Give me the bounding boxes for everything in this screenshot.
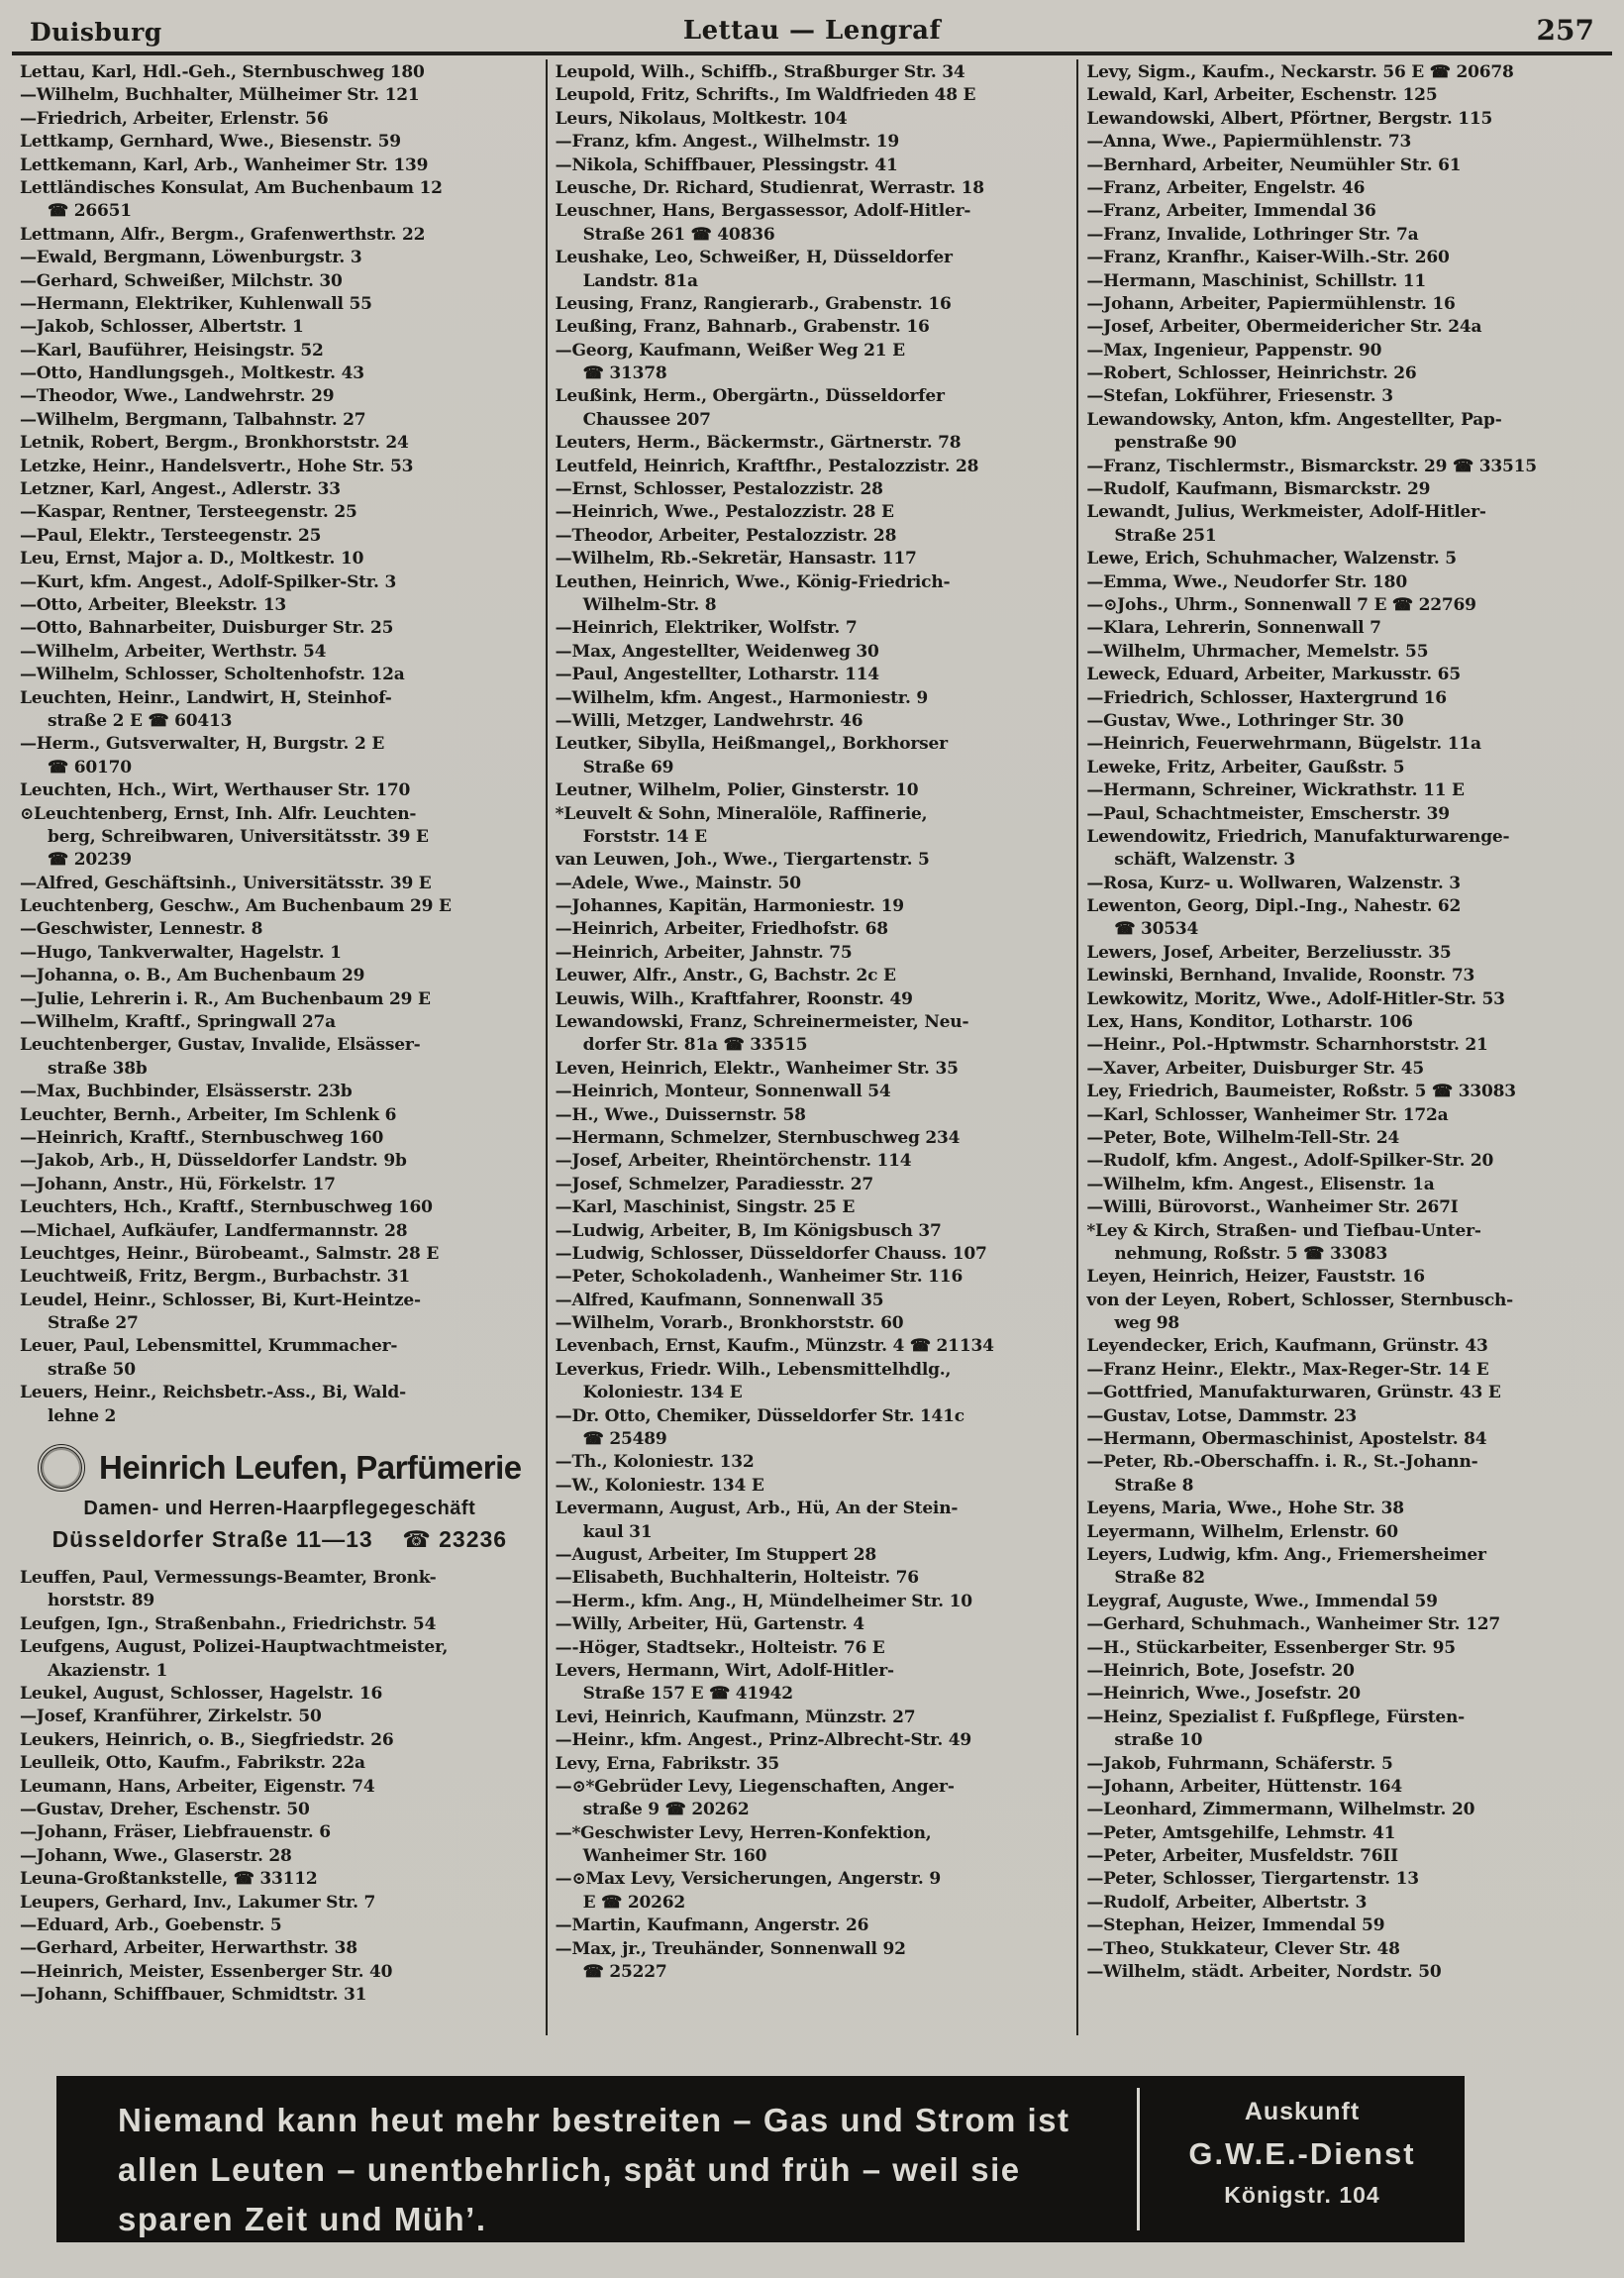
directory-line: straße 38b (48, 1058, 148, 1079)
directory-line: —Heinrich, Feuerwehrmann, Bügelstr. 11a (1086, 734, 1481, 755)
ad-info-address: Königstr. 104 (1224, 2182, 1380, 2208)
directory-line: —Stefan, Lokführer, Friesenstr. 3 (1086, 386, 1393, 407)
directory-line: —Franz, Tischlermstr., Bismarckstr. 29 ☎ 33515 (1086, 456, 1537, 476)
directory-line: Lewandt, Julius, Werkmeister, Adolf-Hitler- (1086, 502, 1486, 523)
directory-line: Leuwis, Wilh., Kraftfahrer, Roonstr. 49 (555, 988, 913, 1009)
directory-line: —-Höger, Stadtsekr., Holteistr. 76 E (555, 1637, 885, 1658)
directory-line: Leuchtenberg, Geschw., Am Buchenbaum 29 E (20, 896, 452, 917)
ad-slogans (118, 2096, 1123, 2244)
ad-address: Düsseldorfer Straße 11—13 (51, 1526, 373, 1553)
directory-line: Lewald, Karl, Arbeiter, Eschenstr. 125 (1086, 85, 1438, 106)
directory-line: ☎ 26651 (48, 201, 132, 222)
directory-line: E ☎ 20262 (582, 1892, 685, 1913)
directory-line: Landstr. 81a (582, 270, 698, 291)
directory-line: Forststr. 14 E (582, 826, 707, 847)
directory-line: —Ludwig, Arbeiter, B, Im Königsbusch 37 (555, 1220, 942, 1241)
directory-line: —Otto, Bahnarbeiter, Duisburger Str. 25 (20, 618, 394, 639)
directory-line: Leuchten, Heinr., Landwirt, H, Steinhof- (20, 687, 392, 708)
directory-line: —Martin, Kaufmann, Angerstr. 26 (555, 1916, 869, 1936)
directory-line: Leuters, Herm., Bäckermstr., Gärtnerstr. 78 (555, 433, 962, 454)
directory-line: dorfer Str. 81a ☎ 33515 (582, 1035, 808, 1056)
directory-line: von der Leyen, Robert, Schlosser, Sternbusch- (1086, 1290, 1514, 1310)
directory-line: straße 9 ☎ 20262 (582, 1800, 750, 1820)
directory-line: Lewandowski, Albert, Pförtner, Bergstr. 115 (1086, 108, 1493, 129)
directory-line: Leuchtges, Heinr., Bürobeamt., Salmstr. 28 E (20, 1243, 440, 1264)
directory-line: —Franz, Arbeiter, Engelstr. 46 (1086, 177, 1366, 198)
directory-line: Leuchtweiß, Fritz, Bergm., Burbachstr. 31 (20, 1267, 411, 1288)
directory-line: —Johann, Fräser, Liebfrauenstr. 6 (20, 1822, 331, 1843)
directory-line: —Peter, Schlosser, Tiergartenstr. 13 (1086, 1869, 1419, 1890)
directory-line: —Emma, Wwe., Neudorfer Str. 180 (1086, 571, 1407, 592)
directory-line: —Johannes, Kapitän, Harmoniestr. 19 (555, 896, 904, 917)
header-name-range: Lettau — Lengraf (682, 16, 942, 46)
directory-line: Leuer, Paul, Lebensmittel, Krummacher- (20, 1336, 398, 1357)
directory-line: ☎ 25489 (582, 1429, 667, 1450)
directory-line: Akazienstr. 1 (48, 1660, 168, 1681)
directory-line: straße 50 (48, 1359, 136, 1380)
directory-line: ☎ 30534 (1114, 919, 1199, 940)
directory-line: —Rudolf, Kaufmann, Bismarckstr. 29 (1086, 479, 1431, 500)
ad-slogan-line: sparen Zeit und Müh’. (118, 2201, 487, 2237)
directory-line: —Otto, Arbeiter, Bleekstr. 13 (20, 594, 286, 615)
directory-line: Straße 251 (1114, 525, 1217, 546)
column-3-entries (1086, 61, 1606, 1984)
directory-line: —Heinrich, Meister, Essenberger Str. 40 (20, 1961, 393, 1982)
directory-line: —⊙Johs., Uhrm., Sonnenwall 7 E ☎ 22769 (1086, 594, 1476, 615)
directory-line: —Michael, Aufkäufer, Landfermannstr. 28 (20, 1220, 408, 1241)
directory-line: —Franz Heinr., Elektr., Max-Reger-Str. 14 E (1086, 1359, 1489, 1380)
directory-line: —Peter, Bote, Wilhelm-Tell-Str. 24 (1086, 1127, 1400, 1148)
directory-line: —Bernhard, Arbeiter, Neumühler Str. 61 (1086, 155, 1462, 175)
directory-line: *Leuvelt & Sohn, Mineralöle, Raffinerie, (555, 803, 928, 824)
directory-line: —Johanna, o. B., Am Buchenbaum 29 (20, 966, 365, 986)
directory-line: Levenbach, Ernst, Kaufm., Münzstr. 4 ☎ 21134 (555, 1336, 994, 1357)
directory-line: Leyendecker, Erich, Kaufmann, Grünstr. 43 (1086, 1336, 1488, 1357)
directory-line: —Kurt, kfm. Angest., Adolf-Spilker-Str. 3 (20, 571, 397, 592)
directory-line: Wanheimer Str. 160 (582, 1846, 767, 1867)
directory-line: Leven, Heinrich, Elektr., Wanheimer Str. 35 (555, 1058, 959, 1079)
directory-line: —Ludwig, Schlosser, Düsseldorfer Chauss. 107 (555, 1243, 987, 1264)
directory-line: —H., Stückarbeiter, Essenberger Str. 95 (1086, 1637, 1456, 1658)
directory-line: Leutker, Sibylla, Heißmangel,, Borkhorser (555, 734, 948, 755)
directory-line: Straße 8 (1114, 1475, 1194, 1496)
directory-line: —W., Koloniestr. 134 E (555, 1475, 764, 1496)
directory-line: —Peter, Amtsgehilfe, Lehmstr. 41 (1086, 1822, 1396, 1843)
ad-info-title: Auskunft (1244, 2098, 1361, 2125)
directory-line: —Friedrich, Arbeiter, Erlenstr. 56 (20, 108, 329, 129)
directory-line: Levermann, August, Arb., Hü, An der Stein- (555, 1499, 959, 1519)
directory-line: —Johann, Arbeiter, Hüttenstr. 164 (1086, 1776, 1403, 1797)
directory-line: —Wilhelm, Schlosser, Scholtenhofstr. 12a (20, 665, 405, 685)
directory-line: Lewe, Erich, Schuhmacher, Walzenstr. 5 (1086, 549, 1457, 570)
directory-line: Leulleik, Otto, Kaufm., Fabrikstr. 22a (20, 1753, 365, 1774)
directory-line: —Heinrich, Wwe., Josefstr. 20 (1086, 1684, 1361, 1705)
directory-line: —Leonhard, Zimmermann, Wilhelmstr. 20 (1086, 1800, 1475, 1820)
directory-line: —Heinz, Spezialist f. Fußpflege, Fürsten- (1086, 1707, 1466, 1727)
directory-line: —Heinr., kfm. Angest., Prinz-Albrecht-Str. 49 (555, 1730, 972, 1751)
directory-line: —Franz, Arbeiter, Immendal 36 (1086, 201, 1376, 222)
directory-line: Leutfeld, Heinrich, Kraftfhr., Pestalozzistr. 28 (555, 456, 979, 476)
directory-line: Leupold, Fritz, Schrifts., Im Waldfrieden 48 E (555, 85, 976, 106)
directory-line: —Paul, Elektr., Tersteegenstr. 25 (20, 525, 322, 546)
wreath-icon (38, 1444, 85, 1492)
directory-line: —Willi, Bürovorst., Wanheimer Str. 267I (1086, 1197, 1459, 1218)
directory-line: —Rudolf, kfm. Angest., Adolf-Spilker-Str. 20 (1086, 1151, 1494, 1172)
directory-line: —*Geschwister Levy, Herren-Konfektion, (555, 1822, 932, 1843)
directory-line: Straße 69 (582, 757, 674, 777)
directory-line: —Wilhelm, Uhrmacher, Memelstr. 55 (1086, 641, 1429, 662)
directory-line: —Ewald, Bergmann, Löwenburgstr. 3 (20, 248, 362, 268)
directory-line: Letzner, Karl, Angest., Adlerstr. 33 (20, 479, 341, 500)
directory-line: —⊙Max Levy, Versicherungen, Angerstr. 9 (555, 1869, 941, 1890)
leufen-parfuemerie-ad (20, 1444, 540, 1553)
directory-line: —Hugo, Tankverwalter, Hagelstr. 1 (20, 942, 342, 963)
directory-line: Straße 261 ☎ 40836 (582, 224, 775, 245)
column-2-entries (556, 61, 1071, 1984)
directory-line: lehne 2 (48, 1405, 117, 1426)
directory-line: Levi, Heinrich, Kaufmann, Münzstr. 27 (555, 1707, 916, 1727)
directory-line: horststr. 89 (48, 1591, 154, 1611)
directory-line: —Rudolf, Arbeiter, Albertstr. 3 (1086, 1892, 1368, 1913)
directory-line: —Heinr., Pol.-Hptwmstr. Scharnhorststr. 21 (1086, 1035, 1488, 1056)
page-header (28, 14, 1596, 48)
directory-line: —Xaver, Arbeiter, Duisburger Str. 45 (1086, 1058, 1425, 1079)
directory-line: Levy, Erna, Fabrikstr. 35 (555, 1753, 780, 1774)
header-rule (12, 52, 1612, 55)
directory-line: Straße 82 (1114, 1568, 1205, 1589)
directory-line: —Johann, Schiffbauer, Schmidtstr. 31 (20, 1985, 367, 2006)
directory-line: ⊙Leuchtenberg, Ernst, Inh. Alfr. Leuchten- (20, 803, 417, 824)
directory-line: —Herm., kfm. Ang., H, Mündelheimer Str. 10 (555, 1591, 972, 1611)
directory-line: —Theodor, Wwe., Landwehrstr. 29 (20, 386, 335, 407)
directory-line: ☎ 60170 (48, 757, 132, 777)
directory-columns (12, 59, 1612, 2035)
directory-line: Leuna-Großtankstelle, ☎ 33112 (20, 1869, 318, 1890)
ad-subtitle: Damen- und Herren-Haarpflegegeschäft (83, 1498, 476, 1520)
directory-line: Lewandowsky, Anton, kfm. Angestellter, Pap- (1086, 409, 1502, 430)
directory-line: —Theo, Stukkateur, Clever Str. 48 (1086, 1938, 1400, 1959)
gas-strom-ad-banner (56, 2076, 1465, 2242)
directory-line: —Otto, Handlungsgeh., Moltkestr. 43 (20, 363, 364, 384)
directory-line: Lettmann, Alfr., Bergm., Grafenwerthstr. 22 (20, 224, 426, 245)
directory-line: —Hermann, Elektriker, Kuhlenwall 55 (20, 293, 372, 314)
directory-line: —Franz, kfm. Angest., Wilhelmstr. 19 (555, 132, 900, 153)
directory-line: Lewenton, Georg, Dipl.-Ing., Nahestr. 62 (1086, 896, 1462, 917)
directory-line: Leyers, Ludwig, kfm. Ang., Friemersheimer (1086, 1545, 1486, 1565)
directory-line: Lettau, Karl, Hdl.-Geh., Sternbuschweg 180 (20, 62, 425, 82)
directory-line: —Franz, Invalide, Lothringer Str. 7a (1086, 224, 1419, 245)
directory-line: —Heinrich, Arbeiter, Jahnstr. 75 (555, 942, 853, 963)
directory-line: Leukers, Heinrich, o. B., Siegfriedstr. 26 (20, 1729, 394, 1750)
directory-line: —Max, Buchbinder, Elsässerstr. 23b (20, 1082, 353, 1102)
phone-icon: ☎ 23236 (402, 1526, 508, 1553)
directory-line: schäft, Walzenstr. 3 (1114, 850, 1296, 871)
directory-line: —Hermann, Obermaschinist, Apostelstr. 84 (1086, 1429, 1487, 1450)
directory-line: Lettkamp, Gernhard, Wwe., Biesenstr. 59 (20, 132, 401, 153)
directory-line: —Herm., Gutsverwalter, H, Burgstr. 2 E (20, 734, 385, 755)
directory-line: —⊙*Gebrüder Levy, Liegenschaften, Anger- (555, 1776, 955, 1797)
directory-line: Leumann, Hans, Arbeiter, Eigenstr. 74 (20, 1776, 375, 1797)
directory-line: Levers, Hermann, Wirt, Adolf-Hitler- (555, 1660, 894, 1681)
directory-line: van Leuwen, Joh., Wwe., Tiergartenstr. 5 (555, 850, 930, 871)
directory-line: Leushake, Leo, Schweißer, H, Düsseldorfer (555, 248, 953, 268)
directory-line: Leußink, Herm., Obergärtn., Düsseldorfer (555, 386, 945, 407)
directory-line: —Johann, Anstr., Hü, Förkelstr. 17 (20, 1174, 336, 1194)
directory-line: Leuwer, Alfr., Anstr., G, Bachstr. 2c E (555, 966, 896, 986)
directory-line: —Josef, Schmelzer, Paradiesstr. 27 (555, 1174, 874, 1194)
directory-line: —Julie, Lehrerin i. R., Am Buchenbaum 29 E (20, 988, 431, 1009)
directory-line: straße 10 (1114, 1730, 1203, 1751)
directory-line: nehmung, Roßstr. 5 ☎ 33083 (1114, 1243, 1388, 1264)
directory-line: Leweck, Eduard, Arbeiter, Markusstr. 65 (1086, 665, 1461, 685)
directory-line: —Anna, Wwe., Papiermühlenstr. 73 (1086, 132, 1412, 153)
directory-line: —Josef, Arbeiter, Obermeidericher Str. 24a (1086, 317, 1482, 338)
directory-line: Leuthen, Heinrich, Wwe., König-Friedrich- (555, 571, 951, 592)
directory-line: —Alfred, Geschäftsinh., Universitätsstr. 39 E (20, 873, 432, 893)
ad-slogan-line: Niemand kann heut mehr bestreiten – Gas und Strom ist (118, 2102, 1070, 2138)
directory-line: —Ernst, Schlosser, Pestalozzistr. 28 (555, 479, 883, 500)
directory-line: —August, Arbeiter, Im Stuppert 28 (555, 1545, 876, 1565)
directory-line: —Stephan, Heizer, Immendal 59 (1086, 1916, 1385, 1936)
directory-line: Leuchtenberger, Gustav, Invalide, Elsässer- (20, 1035, 421, 1056)
directory-line: Koloniestr. 134 E (582, 1383, 743, 1403)
directory-column-2 (546, 59, 1079, 2035)
directory-line: —Karl, Bauführer, Heisingstr. 52 (20, 340, 324, 361)
directory-line: Ley, Friedrich, Baumeister, Roßstr. 5 ☎ 33083 (1086, 1082, 1516, 1102)
directory-column-3 (1078, 59, 1612, 2035)
ad-title: Heinrich Leufen, Parfümerie (99, 1449, 522, 1487)
directory-line: —Wilhelm, Vorarb., Bronkhorststr. 60 (555, 1313, 904, 1334)
directory-line: Leuchter, Bernh., Arbeiter, Im Schlenk 6 (20, 1104, 397, 1125)
directory-line: —Wilhelm, Bergmann, Talbahnstr. 27 (20, 409, 366, 430)
directory-line: —Karl, Schlosser, Wanheimer Str. 172a (1086, 1104, 1449, 1125)
directory-line: —Heinrich, Wwe., Pestalozzistr. 28 E (555, 502, 894, 523)
directory-line: Lettländisches Konsulat, Am Buchenbaum 12 (20, 177, 443, 198)
directory-line: Leyen, Heinrich, Heizer, Fauststr. 16 (1086, 1267, 1425, 1288)
ad-info-box (1140, 2076, 1465, 2242)
directory-line: Leufgen, Ign., Straßenbahn., Friedrichstr. 54 (20, 1613, 437, 1634)
directory-line: —Max, jr., Treuhänder, Sonnenwall 92 (555, 1938, 906, 1959)
directory-line: Leußing, Franz, Bahnarb., Grabenstr. 16 (555, 317, 930, 338)
directory-line: —Heinrich, Elektriker, Wolfstr. 7 (555, 618, 858, 639)
directory-line: Leusing, Franz, Rangierarb., Grabenstr. 16 (555, 293, 952, 314)
directory-line: berg, Schreibwaren, Universitätsstr. 39 E (48, 826, 429, 847)
directory-line: —Hermann, Maschinist, Schillstr. 11 (1086, 270, 1427, 291)
directory-line: Leupold, Wilh., Schiffb., Straßburger Str. 34 (555, 62, 965, 82)
directory-line: —Hermann, Schmelzer, Sternbuschweg 234 (555, 1127, 961, 1148)
directory-line: —Peter, Arbeiter, Musfeldstr. 76II (1086, 1846, 1398, 1867)
directory-line: Letnik, Robert, Bergm., Bronkhorststr. 24 (20, 433, 409, 454)
directory-line: —Wilhelm, Rb.-Sekretär, Hansastr. 117 (555, 549, 917, 570)
directory-line: —Robert, Schlosser, Heinrichstr. 26 (1086, 363, 1417, 384)
directory-line: —Adele, Wwe., Mainstr. 50 (555, 873, 801, 893)
directory-line: —Friedrich, Schlosser, Haxtergrund 16 (1086, 687, 1447, 708)
directory-line: —Rosa, Kurz- u. Wollwaren, Walzenstr. 3 (1086, 873, 1461, 893)
directory-line: —Gerhard, Arbeiter, Herwarthstr. 38 (20, 1938, 357, 1959)
directory-line: —Wilhelm, kfm. Angest., Elisenstr. 1a (1086, 1174, 1435, 1194)
directory-line: —Alfred, Kaufmann, Sonnenwall 35 (555, 1290, 884, 1310)
directory-line: Leusche, Dr. Richard, Studienrat, Werrastr. 18 (555, 177, 984, 198)
directory-line: penstraße 90 (1114, 433, 1237, 454)
ad-info-service: G.W.E.-Dienst (1188, 2136, 1416, 2171)
directory-line: —Josef, Kranführer, Zirkelstr. 50 (20, 1707, 322, 1727)
directory-line: —Elisabeth, Buchhalterin, Holteistr. 76 (555, 1568, 919, 1589)
directory-line: Leurs, Nikolaus, Moltkestr. 104 (555, 108, 848, 129)
column-1-entries-bottom (20, 1567, 540, 2007)
directory-line: Straße 27 (48, 1313, 139, 1334)
directory-line: Leuchters, Hch., Kraftf., Sternbuschweg 160 (20, 1197, 433, 1218)
directory-line: Chaussee 207 (582, 409, 711, 430)
directory-line: Lewers, Josef, Arbeiter, Berzeliusstr. 35 (1086, 942, 1452, 963)
directory-line: —Heinrich, Monteur, Sonnenwall 54 (555, 1082, 891, 1102)
directory-line: Leutner, Wilhelm, Polier, Ginsterstr. 10 (555, 780, 919, 801)
directory-line: —Peter, Rb.-Oberschaffn. i. R., St.-Johann- (1086, 1452, 1478, 1473)
directory-line: —Willi, Metzger, Landwehrstr. 46 (555, 710, 863, 731)
directory-line: —Hermann, Schreiner, Wickrathstr. 11 E (1086, 780, 1465, 801)
directory-line: —Jakob, Fuhrmann, Schäferstr. 5 (1086, 1753, 1393, 1774)
directory-line: kaul 31 (582, 1521, 653, 1542)
directory-line: —Heinrich, Arbeiter, Friedhofstr. 68 (555, 919, 888, 940)
directory-column-1 (12, 59, 546, 2035)
directory-line: —Gerhard, Schweißer, Milchstr. 30 (20, 270, 343, 291)
directory-line: Leufgens, August, Polizei-Hauptwachtmeister, (20, 1637, 449, 1658)
header-city: Duisburg (30, 18, 162, 47)
page-number: 257 (1536, 14, 1594, 47)
directory-line: —Paul, Angestellter, Lotharstr. 114 (555, 665, 879, 685)
directory-line: —Gustav, Lotse, Dammstr. 23 (1086, 1405, 1357, 1426)
directory-line: —Johann, Arbeiter, Papiermühlenstr. 16 (1086, 293, 1456, 314)
directory-line: Leygraf, Auguste, Wwe., Immendal 59 (1086, 1591, 1438, 1611)
directory-line: straße 2 E ☎ 60413 (48, 710, 233, 731)
directory-line: —Karl, Maschinist, Singstr. 25 E (555, 1197, 856, 1218)
directory-line: —Jakob, Arb., H, Düsseldorfer Landstr. 9b (20, 1151, 407, 1172)
directory-line: —Gottfried, Manufakturwaren, Grünstr. 43 E (1086, 1383, 1501, 1403)
ad-slogan-line: allen Leuten – unentbehrlich, spät und früh – weil sie (118, 2151, 1021, 2188)
directory-line: Leyens, Maria, Wwe., Hohe Str. 38 (1086, 1499, 1404, 1519)
column-1-entries-top (20, 61, 540, 1428)
directory-line: Lewkowitz, Moritz, Wwe., Adolf-Hitler-Str. 53 (1086, 988, 1505, 1009)
directory-line: —Wilhelm, Arbeiter, Werthstr. 54 (20, 641, 327, 662)
directory-line: —H., Wwe., Duissernstr. 58 (555, 1104, 806, 1125)
directory-line: —Josef, Arbeiter, Rheintörchenstr. 114 (555, 1151, 912, 1172)
directory-line: —Heinrich, Bote, Josefstr. 20 (1086, 1660, 1355, 1681)
directory-line: Leudel, Heinr., Schlosser, Bi, Kurt-Heintze- (20, 1290, 421, 1310)
directory-line: Leukel, August, Schlosser, Hagelstr. 16 (20, 1684, 383, 1704)
directory-line: —Johann, Wwe., Glaserstr. 28 (20, 1845, 292, 1866)
directory-line: —Willy, Arbeiter, Hü, Gartenstr. 4 (555, 1614, 864, 1635)
directory-line: ☎ 31378 (582, 363, 667, 384)
directory-line: —Wilhelm, Buchhalter, Mülheimer Str. 121 (20, 85, 420, 106)
directory-line: —Gerhard, Schuhmach., Wanheimer Str. 127 (1086, 1614, 1500, 1635)
directory-line: —Gustav, Wwe., Lothringer Str. 30 (1086, 710, 1404, 731)
directory-line: Leverkus, Friedr. Wilh., Lebensmittelhdlg., (555, 1359, 952, 1380)
directory-line: —Jakob, Schlosser, Albertstr. 1 (20, 317, 304, 338)
directory-line: —Paul, Schachtmeister, Emscherstr. 39 (1086, 803, 1450, 824)
directory-line: —Dr. Otto, Chemiker, Düsseldorfer Str. 141c (555, 1405, 964, 1426)
directory-line: —Heinrich, Kraftf., Sternbuschweg 160 (20, 1127, 384, 1148)
directory-line: weg 98 (1114, 1313, 1180, 1334)
directory-line: —Klara, Lehrerin, Sonnenwall 7 (1086, 618, 1381, 639)
directory-line: —Georg, Kaufmann, Weißer Weg 21 E (555, 340, 905, 361)
directory-line: Lettkemann, Karl, Arb., Wanheimer Str. 139 (20, 155, 429, 175)
directory-line: —Wilhelm, städt. Arbeiter, Nordstr. 50 (1086, 1962, 1442, 1983)
directory-line: —Wilhelm, kfm. Angest., Harmoniestr. 9 (555, 687, 929, 708)
directory-line: —Peter, Schokoladenh., Wanheimer Str. 116 (555, 1267, 964, 1288)
directory-line: Leu, Ernst, Major a. D., Moltkestr. 10 (20, 549, 364, 570)
directory-line: Leweke, Fritz, Arbeiter, Gaußstr. 5 (1086, 757, 1405, 777)
directory-line: —Kaspar, Rentner, Tersteegenstr. 25 (20, 502, 357, 523)
directory-line: —Geschwister, Lennestr. 8 (20, 919, 263, 940)
directory-line: —Wilhelm, Kraftf., Springwall 27a (20, 1012, 336, 1033)
directory-line: —Franz, Kranfhr., Kaiser-Wilh.-Str. 260 (1086, 248, 1450, 268)
directory-line: Leyermann, Wilhelm, Erlenstr. 60 (1086, 1521, 1398, 1542)
directory-line: Leuffen, Paul, Vermessungs-Beamter, Bronk- (20, 1568, 437, 1589)
directory-line: Wilhelm-Str. 8 (582, 594, 717, 615)
directory-line: *Ley & Kirch, Straßen- und Tiefbau-Unter- (1086, 1220, 1481, 1241)
directory-line: —Nikola, Schiffbauer, Plessingstr. 41 (555, 155, 898, 175)
directory-line: Leuschner, Hans, Bergassessor, Adolf-Hitler- (555, 201, 971, 222)
directory-line: Levy, Sigm., Kaufm., Neckarstr. 56 E ☎ 20678 (1086, 62, 1514, 82)
directory-line: Leupers, Gerhard, Inv., Lakumer Str. 7 (20, 1892, 376, 1913)
directory-line: Leuchten, Hch., Wirt, Werthauser Str. 170 (20, 780, 411, 801)
directory-line: Lex, Hans, Konditor, Lotharstr. 106 (1086, 1012, 1413, 1033)
directory-line: Straße 157 E ☎ 41942 (582, 1684, 793, 1705)
directory-line: —Max, Angestellter, Weidenweg 30 (555, 641, 879, 662)
directory-line: —Th., Koloniestr. 132 (555, 1452, 755, 1473)
directory-line: Letzke, Heinr., Handelsvertr., Hohe Str. 53 (20, 456, 414, 476)
directory-line: —Eduard, Arb., Goebenstr. 5 (20, 1915, 282, 1935)
directory-line: —Gustav, Dreher, Eschenstr. 50 (20, 1799, 310, 1819)
directory-line: Lewinski, Bernhand, Invalide, Roonstr. 73 (1086, 966, 1475, 986)
directory-line: —Theodor, Arbeiter, Pestalozzistr. 28 (555, 525, 897, 546)
directory-line: Lewendowitz, Friedrich, Manufakturwarenge- (1086, 826, 1510, 847)
directory-line: Lewandowski, Franz, Schreinermeister, Neu- (555, 1012, 969, 1033)
directory-line: ☎ 20239 (48, 850, 132, 871)
directory-line: Leuers, Heinr., Reichsbetr.-Ass., Bi, Wald- (20, 1383, 406, 1403)
directory-line: ☎ 25227 (582, 1962, 667, 1983)
directory-line: —Max, Ingenieur, Pappenstr. 90 (1086, 340, 1382, 361)
